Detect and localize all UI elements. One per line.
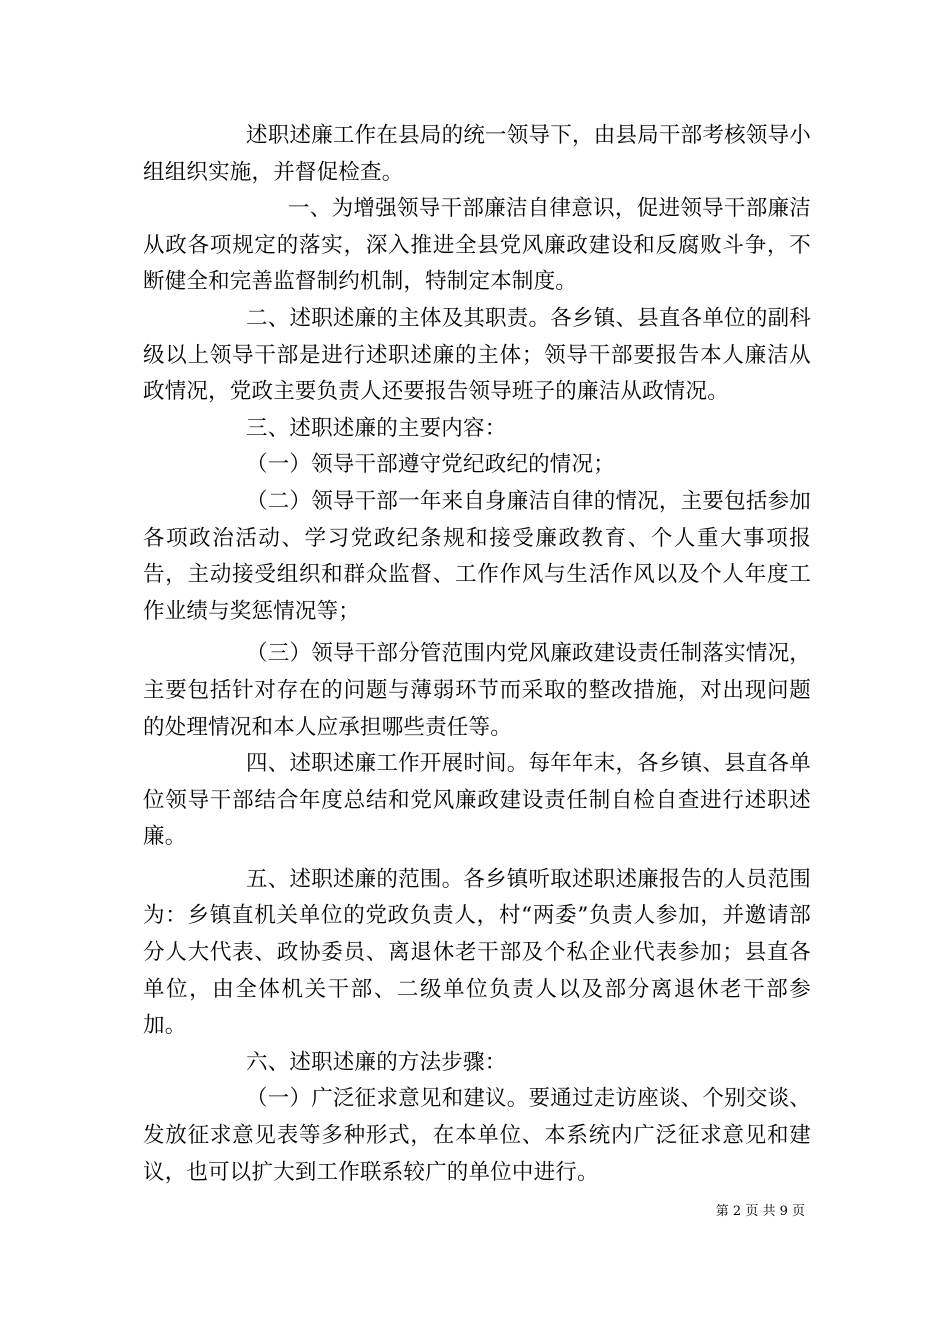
paragraph-section-5: 五、述职述廉的范围。各乡镇听取述职述廉报告的人员范围为：乡镇直机关单位的党政负责人，村“两委”负责人参加，并邀请部分人大代表、政协委员、离退休老干部及个私企业代表参加；县直各单位，由全体机关干部、二级单位负责人以及部分离退休老干部参加。 — [143, 866, 811, 1039]
paragraph-section-3-heading: 三、述职述廉的主要内容： — [246, 415, 507, 441]
document-body — [143, 118, 811, 1191]
paragraph-section-1: 一、为增强领导干部廉洁自律意识，促进领导干部廉洁从政各项规定的落实，深入推进全县党风廉政建设和反腐败斗争，不断健全和完善监督制约机制，特制定本制度。 — [143, 196, 811, 295]
page-number-footer: 第 2 页 共 9 页 — [715, 1204, 805, 1219]
paragraph-section-6-item-1: （一）广泛征求意见和建议。要通过走访座谈、个别交谈、发放征求意见表等多种形式，在本单位、本系统内广泛征求意见和建议，也可以扩大到工作联系较广的单位中进行。 — [143, 1086, 811, 1185]
paragraph-intro: 述职述廉工作在县局的统一领导下，由县局干部考核领导小组组织实施，并督促检查。 — [143, 123, 811, 185]
paragraph-section-2: 二、述职述廉的主体及其职责。各乡镇、县直各单位的副科级以上领导干部是进行述职述廉的主体；领导干部要报告本人廉洁从政情况，党政主要负责人还要报告领导班子的廉洁从政情况。 — [143, 305, 811, 405]
paragraph-section-6-heading: 六、述职述廉的方法步骤： — [246, 1049, 507, 1075]
paragraph-section-3-item-3: （三）领导干部分管范围内党风廉政建设责任制落实情况，主要包括针对存在的问题与薄弱环节而采取的整改措施，对出现问题的处理情况和本人应承担哪些责任等。 — [143, 641, 811, 740]
paragraph-section-3-item-1: （一）领导干部遵守党纪政纪的情况； — [246, 452, 615, 478]
paragraph-section-4: 四、述职述廉工作开展时间。每年年末，各乡镇、县直各单位领导干部结合年度总结和党风廉政建设责任制自检自查进行述职述廉。 — [143, 751, 811, 850]
paragraph-section-3-item-2: （二）领导干部一年来自身廉洁自律的情况，主要包括参加各项政治活动、学习党政纪条规和接受廉政教育、个人重大事项报告，主动接受组织和群众监督、工作作风与生活作风以及个人年度工作业绩与奖惩情况等； — [143, 488, 811, 624]
